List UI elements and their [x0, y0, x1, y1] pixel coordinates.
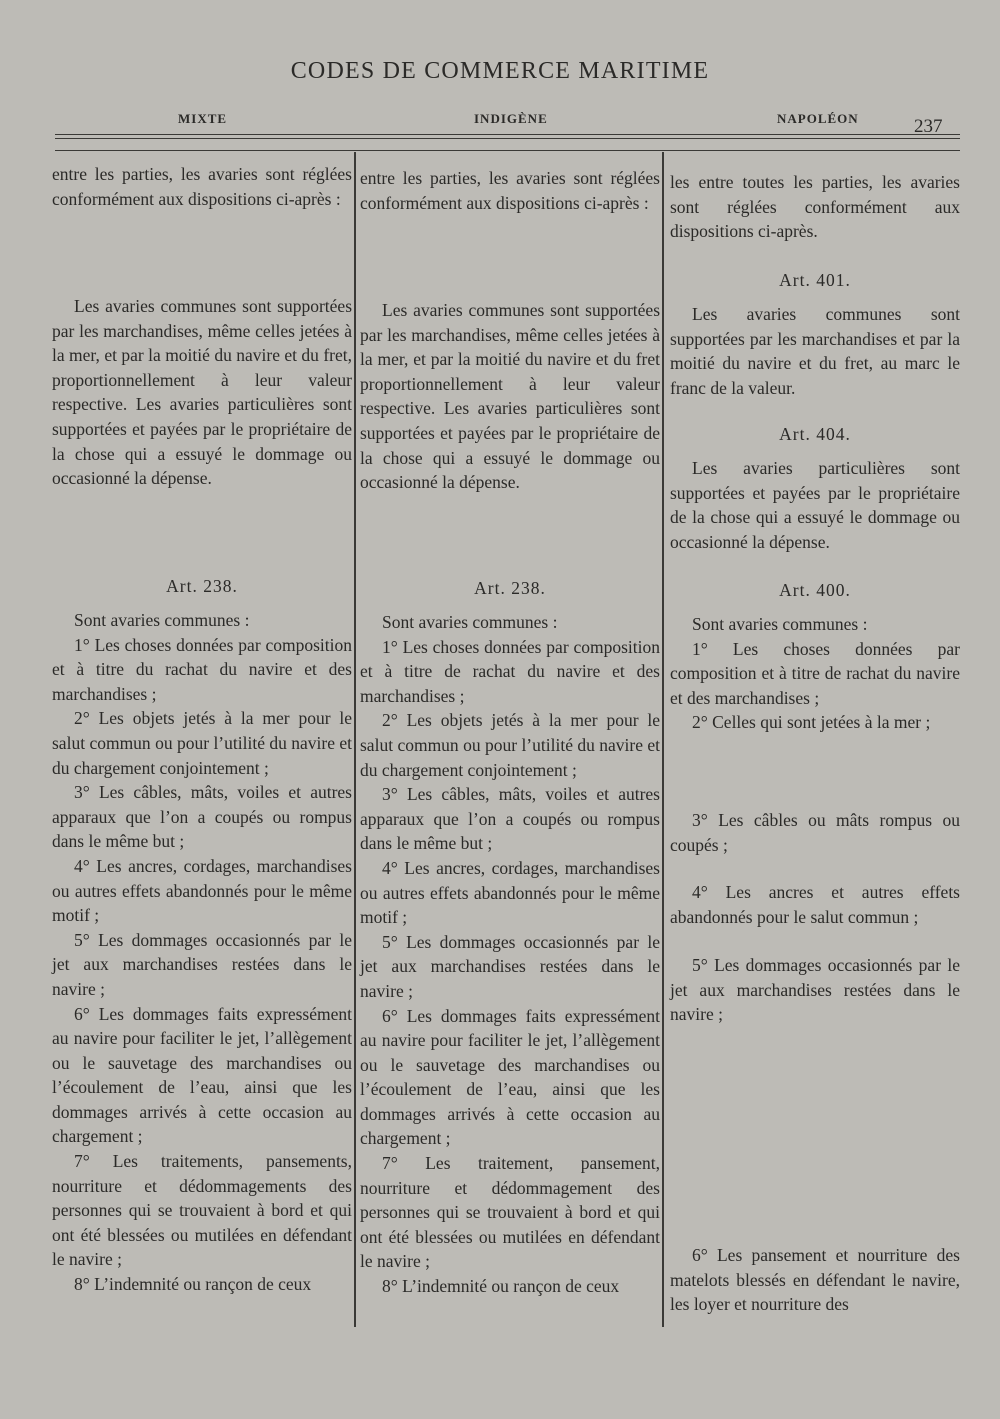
indigene-article-heading: Art. 238. [474, 578, 546, 598]
header-rule-top [55, 134, 960, 135]
napoleon-list-b [670, 808, 960, 857]
napoleon-item-4: 4° Les ancres et autres effets abandonnés pour le salut commun ; [670, 882, 960, 927]
mixte-item-7: 7° Les traitements, pansements, nourriture et dédommagements des personnes qui se trouvaient à bord et qui ont été blessées ou mutilées en défendant le navire ; [52, 1151, 352, 1270]
indigene-list [360, 610, 660, 1299]
mixte-item-2: 2° Les objets jetés à la mer pour le salut commun ou pour l’utilité du navire et du chargement conjointement ; [52, 708, 352, 778]
indigene-item-5: 5° Les dommages occasionnés par le jet aux marchandises restées dans le navire ; [360, 931, 660, 1001]
header-rule-middle [55, 138, 960, 139]
indigene-intro [360, 166, 660, 215]
mixte-item-4: 4° Les ancres, cordages, marchandises ou autres effets abandonnés pour le même motif ; [52, 855, 352, 926]
column-divider-2 [662, 152, 664, 1327]
mixte-item-6: 6° Les dommages faits expressément au navire pour faciliter le jet, l’allègement ou le sauvetage des marchandises ou l’écoulement de l’eau, ainsi que les dommages arrivés à cette occasion au chargement ; [52, 1003, 352, 1147]
column-divider-1 [354, 152, 356, 1327]
indigene-item-4: 4° Les ancres, cordages, marchandises ou autres effets abandonnés pour le même motif ; [360, 857, 660, 928]
napoleon-list-head: Sont avaries communes : [692, 614, 868, 634]
napoleon-list-c [670, 880, 960, 929]
napoleon-article-400: Art. 400. [779, 580, 851, 600]
mixte-para-text: Les avaries communes sont supportées par les marchandises, même celles jetées à la mer, et par la moitié du navire et du fret, proportionnellement à leur valeur respective. Les avaries particulières sont supportées et payées par le propriétaire de la chose qui a essuyé le dommage ou occasionné la dépense. [52, 296, 352, 489]
napoleon-intro [670, 170, 960, 244]
napoleon-list-d [670, 953, 960, 1027]
indigene-item-2: 2° Les objets jetés à la mer pour le salut commun ou pour l’utilité du navire et du chargement conjointement ; [360, 710, 660, 780]
napoleon-para-401 [670, 302, 960, 400]
mixte-paragraph [52, 294, 352, 491]
napoleon-item-1: 1° Les choses données par composition et à titre de rachat du navire et des marchandises ; [670, 638, 960, 708]
indigene-para-text: Les avaries communes sont supportées par les marchandises, même celles jetées à la mer, et par la moitié du navire et du fret proportionnellement à leur valeur respective. Les avaries particulières sont supportées et payées par le propriétaire de la chose qui a essuyé le dommage ou occasionné la dépense. [360, 300, 660, 493]
mixte-intro-text: entre les parties, les avaries sont réglées conformément aux dispositions ci-après : [52, 164, 352, 209]
indigene-paragraph [360, 298, 660, 495]
indigene-intro-text: entre les parties, les avaries sont réglées conformément aux dispositions ci-après : [360, 168, 660, 213]
page-title: CODES DE COMMERCE MARITIME [290, 58, 710, 84]
napoleon-list-a [670, 612, 960, 735]
napoleon-article-401: Art. 401. [779, 270, 851, 290]
mixte-item-8: 8° L’indemnité ou rançon de ceux [74, 1274, 312, 1295]
indigene-list-head: Sont avaries communes : [382, 612, 558, 632]
indigene-item-3: 3° Les câbles, mâts, voiles et autres apparaux que l’on a coupés ou rompus dans le même but ; [360, 784, 660, 854]
mixte-list-head: Sont avaries communes : [74, 610, 250, 630]
napoleon-para-404 [670, 456, 960, 554]
indigene-item-8: 8° L’indemnité ou rançon de ceux [382, 1276, 620, 1297]
header-rule-bottom [55, 150, 960, 151]
column-header-napoleon: NAPOLÉON [777, 111, 859, 126]
mixte-item-3: 3° Les câbles, mâts, voiles et autres apparaux que l’on a coupés ou rompus dans le même but ; [52, 782, 352, 852]
mixte-list [52, 608, 352, 1297]
napoleon-intro-text: les entre toutes les parties, les avaries sont réglées conformément aux dispositions ci-après. [670, 172, 960, 242]
indigene-item-7: 7° Les traitement, pansement, nourriture et dédommagement des personnes qui se trouvaient à bord et qui ont été blessées ou mutilées en défendant le navire ; [360, 1153, 660, 1272]
napoleon-item-2: 2° Celles qui sont jetées à la mer ; [692, 712, 931, 733]
napoleon-para-401-text: Les avaries communes sont supportées par les marchandises et par la moitié du navire et du fret, au marc le franc de la valeur. [670, 304, 960, 398]
napoleon-item-6: 6° Les pansement et nourriture des matelots blessés en défendant le navire, les loyer et nourriture des [670, 1245, 960, 1315]
indigene-item-1: 1° Les choses données par composition et à titre de rachat du navire et des marchandises ; [360, 636, 660, 706]
napoleon-list-e [670, 1243, 960, 1317]
mixte-article-heading: Art. 238. [166, 576, 238, 596]
napoleon-para-404-text: Les avaries particulières sont supportées et payées par le propriétaire de la chose qui a essuyé le dommage ou occasionné la dépense. [670, 458, 960, 552]
mixte-intro [52, 162, 352, 211]
napoleon-item-3: 3° Les câbles ou mâts rompus ou coupés ; [670, 810, 960, 855]
mixte-item-1: 1° Les choses données par composition et à titre du rachat du navire et des marchandises ; [52, 634, 352, 704]
napoleon-item-5: 5° Les dommages occasionnés par le jet aux marchandises restées dans le navire ; [670, 955, 960, 1025]
column-header-indigene: INDIGÈNE [474, 111, 548, 126]
indigene-item-6: 6° Les dommages faits expressément au navire pour faciliter le jet, l’allègement ou le sauvetage des marchandises ou l’écoulement de l’eau, ainsi que les dommages arrivés à cette occasion au chargement ; [360, 1005, 660, 1149]
napoleon-article-404: Art. 404. [779, 424, 851, 444]
mixte-item-5: 5° Les dommages occasionnés par le jet aux marchandises restées dans le navire ; [52, 929, 352, 999]
column-header-mixte: MIXTE [178, 111, 228, 126]
page-number: 237 [914, 116, 943, 137]
